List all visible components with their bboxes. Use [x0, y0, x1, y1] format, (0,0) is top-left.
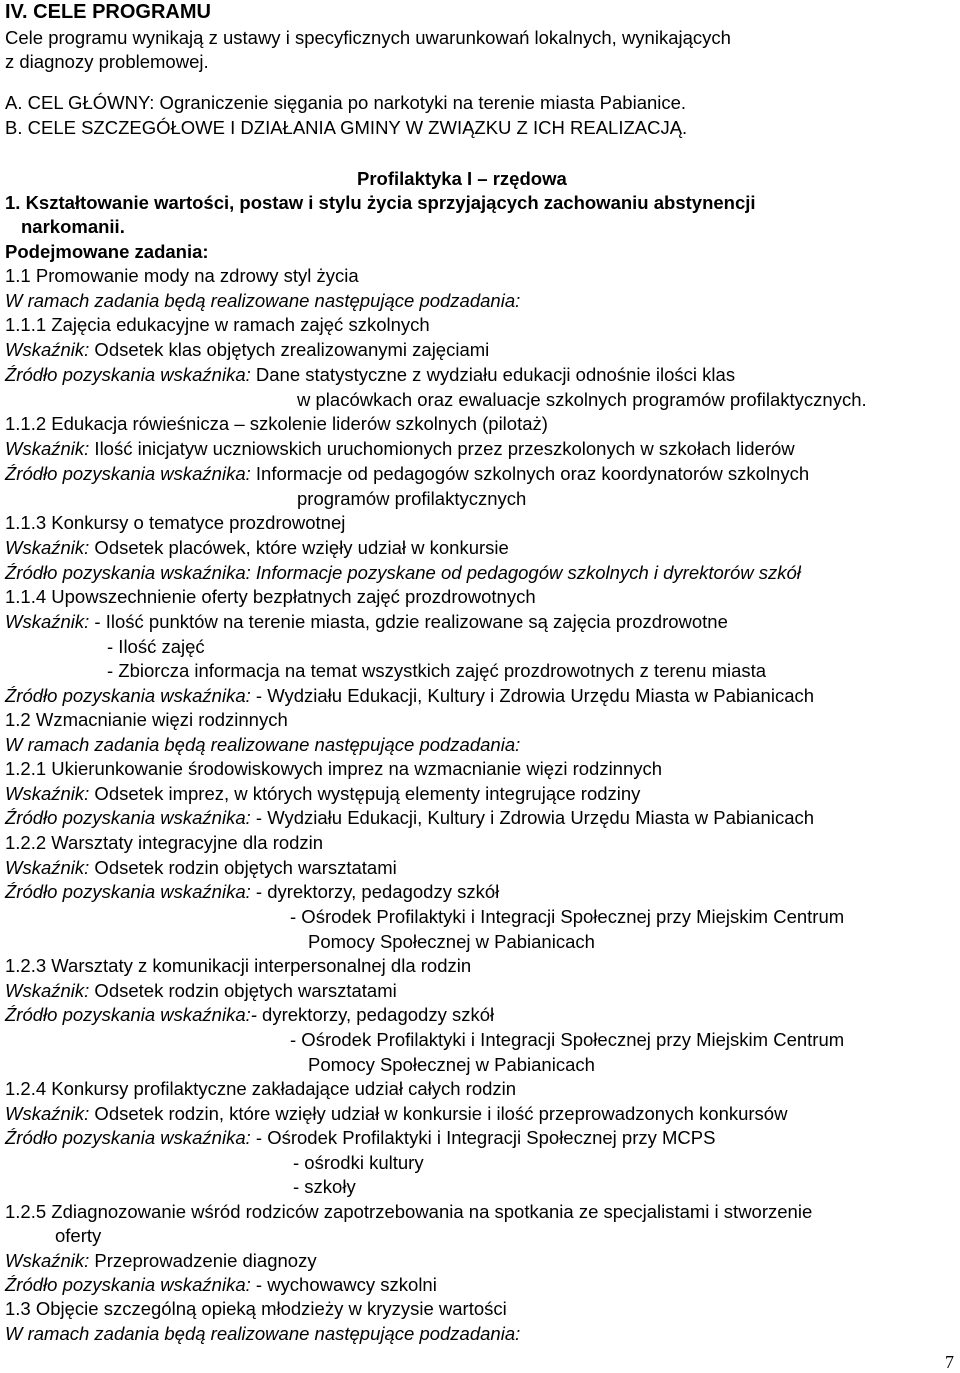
- task-1-1-1: 1.1.1 Zajęcia edukacyjne w ramach zajęć szkolnych: [5, 314, 430, 335]
- indicator-1-2-4: Wskaźnik: Odsetek rodzin, które wzięły udział w konkursie i ilość przeprowadzonych konkursów: [5, 1103, 788, 1124]
- source-1-2-2-c: Pomocy Społecznej w Pabianicach: [308, 931, 595, 952]
- source-1-2-4: Źródło pozyskania wskaźnika: - Ośrodek Profilaktyki i Integracji Społecznej przy MCPS: [5, 1127, 716, 1148]
- task-1-2: 1.2 Wzmacnianie więzi rodzinnych: [5, 709, 288, 730]
- page-number: 7: [945, 1352, 954, 1372]
- indicator-1-1-4-b: - Ilość zajęć: [107, 636, 205, 657]
- source-1-1-1: Źródło pozyskania wskaźnika: Dane statystyczne z wydziału edukacji odnośnie ilości klas: [5, 364, 736, 385]
- subtasks-intro: W ramach zadania będą realizowane następujące podzadania:: [5, 290, 521, 311]
- prevention-heading: Profilaktyka I – rzędowa: [357, 168, 567, 189]
- goal-1-line-1: 1. Kształtowanie wartości, postaw i stylu życia sprzyjających zachowaniu abstynencji: [5, 192, 756, 213]
- indicator-1-2-1: Wskaźnik: Odsetek imprez, w których występują elementy integrujące rodziny: [5, 783, 641, 804]
- task-1-2-5-cont: oferty: [55, 1225, 102, 1246]
- source-1-2-3-c: Pomocy Społecznej w Pabianicach: [308, 1054, 595, 1075]
- task-1-2-4: 1.2.4 Konkursy profilaktyczne zakładające udział całych rodzin: [5, 1078, 517, 1099]
- main-goal: A. CEL GŁÓWNY: Ograniczenie sięgania po narkotyki na terenie miasta Pabianice.: [5, 92, 687, 113]
- source-1-1-4: Źródło pozyskania wskaźnika: - Wydziału Edukacji, Kultury i Zdrowia Urzędu Miasta w Pabianicach: [5, 685, 815, 706]
- specific-goals: B. CELE SZCZEGÓŁOWE I DZIAŁANIA GMINY W ZWIĄZKU Z ICH REALIZACJĄ.: [5, 117, 688, 138]
- task-1-1: 1.1 Promowanie mody na zdrowy styl życia: [5, 265, 359, 286]
- source-1-1-1-cont: w placówkach oraz ewaluacje szkolnych programów profilaktycznych.: [297, 389, 867, 410]
- source-1-1-3: Źródło pozyskania wskaźnika: Informacje pozyskane od pedagogów szkolnych i dyrektorów szkół: [5, 562, 801, 583]
- source-1-2-4-c: - szkoły: [293, 1176, 356, 1197]
- source-1-2-1: Źródło pozyskania wskaźnika: - Wydziału Edukacji, Kultury i Zdrowia Urzędu Miasta w Pabianicach: [5, 807, 815, 828]
- source-1-2-2: Źródło pozyskania wskaźnika: - dyrektorzy, pedagodzy szkół: [5, 881, 500, 902]
- source-1-2-4-b: - ośrodki kultury: [293, 1152, 424, 1173]
- tasks-heading: Podejmowane zadania:: [5, 241, 209, 262]
- source-1-2-2-b: - Ośrodek Profilaktyki i Integracji Społecznej przy Miejskim Centrum: [290, 906, 845, 927]
- source-1-1-2-cont: programów profilaktycznych: [297, 488, 527, 509]
- indicator-1-1-4-c: - Zbiorcza informacja na temat wszystkich zajęć prozdrowotnych z terenu miasta: [107, 660, 767, 681]
- indicator-1-2-2: Wskaźnik: Odsetek rodzin objętych warsztatami: [5, 857, 397, 878]
- source-1-2-3: Źródło pozyskania wskaźnika:- dyrektorzy, pedagodzy szkół: [5, 1004, 495, 1025]
- source-1-1-2: Źródło pozyskania wskaźnika: Informacje od pedagogów szkolnych oraz koordynatorów szkolnych: [5, 463, 810, 484]
- source-1-2-3-b: - Ośrodek Profilaktyki i Integracji Społecznej przy Miejskim Centrum: [290, 1029, 845, 1050]
- task-1-2-3: 1.2.3 Warsztaty z komunikacji interpersonalnej dla rodzin: [5, 955, 472, 976]
- task-1-1-3: 1.1.3 Konkursy o tematyce prozdrowotnej: [5, 512, 346, 533]
- subtasks-intro-2: W ramach zadania będą realizowane następujące podzadania:: [5, 734, 521, 755]
- task-1-2-5: 1.2.5 Zdiagnozowanie wśród rodziców zapotrzebowania na spotkania ze specjalistami i stworzenie: [5, 1201, 813, 1222]
- task-1-2-2: 1.2.2 Warsztaty integracyjne dla rodzin: [5, 832, 324, 853]
- intro-line-2: z diagnozy problemowej.: [5, 51, 209, 72]
- section-title: IV. CELE PROGRAMU: [5, 1, 211, 23]
- source-1-2-5: Źródło pozyskania wskaźnika: - wychowawcy szkolni: [5, 1274, 437, 1295]
- indicator-1-1-2: Wskaźnik: Ilość inicjatyw uczniowskich uruchomionych przez przeszkolonych w szkołach liderów: [5, 438, 795, 459]
- task-1-1-4: 1.1.4 Upowszechnienie oferty bezpłatnych zajęć prozdrowotnych: [5, 586, 536, 607]
- intro-line-1: Cele programu wynikają z ustawy i specyficznych uwarunkowań lokalnych, wynikających: [5, 27, 731, 48]
- indicator-1-1-4: Wskaźnik: - Ilość punktów na terenie miasta, gdzie realizowane są zajęcia prozdrowotne: [5, 611, 728, 632]
- task-1-2-1: 1.2.1 Ukierunkowanie środowiskowych imprez na wzmacnianie więzi rodzinnych: [5, 758, 663, 779]
- indicator-1-1-1: Wskaźnik: Odsetek klas objętych zrealizowanymi zajęciami: [5, 339, 490, 360]
- task-1-3: 1.3 Objęcie szczególną opieką młodzieży w kryzysie wartości: [5, 1298, 507, 1319]
- indicator-1-2-3: Wskaźnik: Odsetek rodzin objętych warsztatami: [5, 980, 397, 1001]
- indicator-1-1-3: Wskaźnik: Odsetek placówek, które wzięły udział w konkursie: [5, 537, 509, 558]
- subtasks-intro-3: W ramach zadania będą realizowane następujące podzadania:: [5, 1323, 521, 1344]
- indicator-1-2-5: Wskaźnik: Przeprowadzenie diagnozy: [5, 1250, 317, 1271]
- goal-1-line-2: narkomanii.: [21, 216, 125, 237]
- task-1-1-2: 1.1.2 Edukacja rówieśnicza – szkolenie liderów szkolnych (pilotaż): [5, 413, 548, 434]
